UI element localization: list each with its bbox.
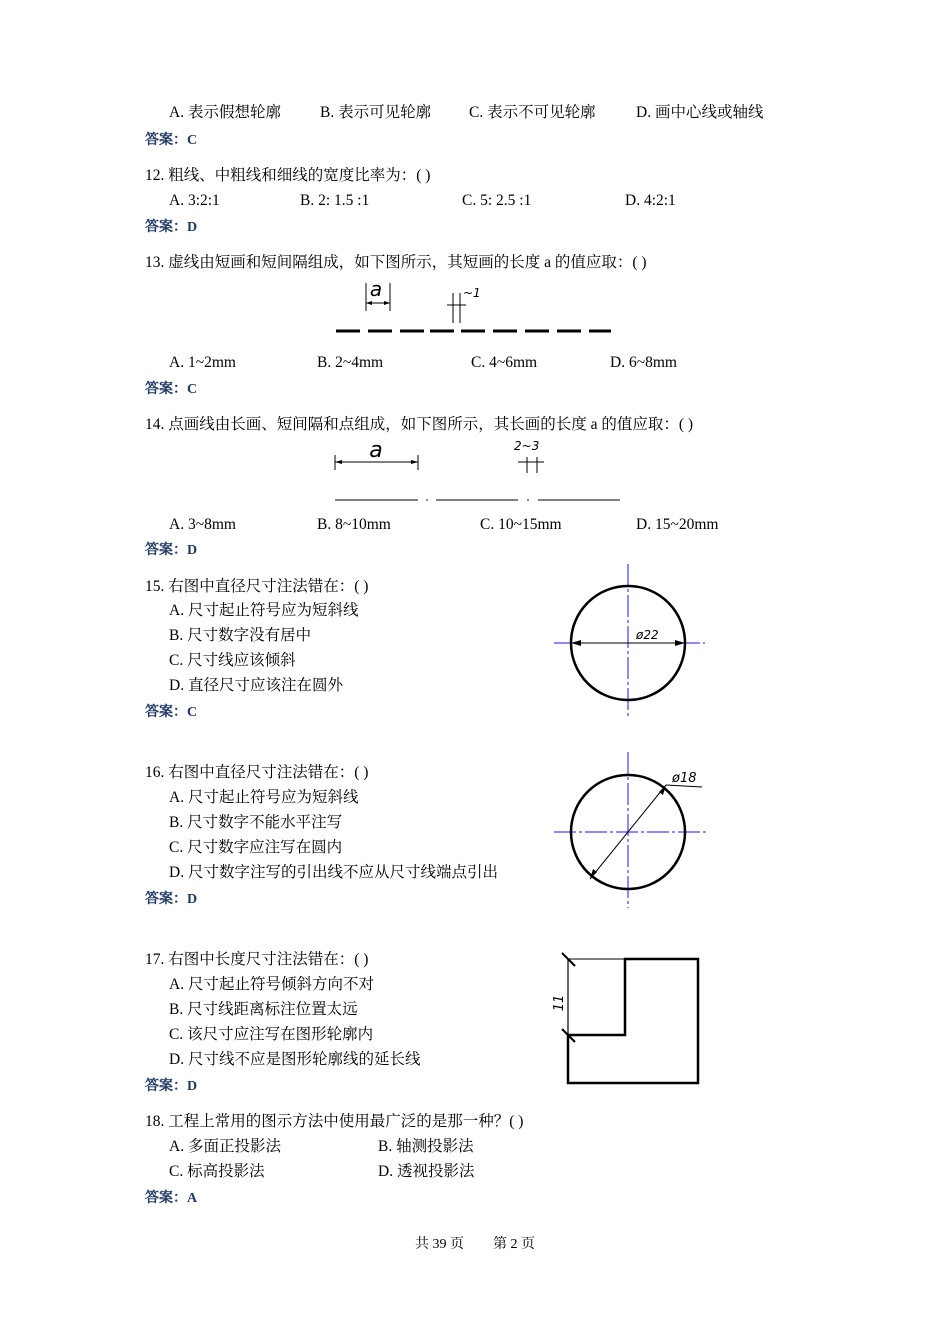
answer-value: D — [187, 892, 198, 907]
q16-option-a: A. 尺寸起止符号应为短斜线 — [169, 789, 359, 806]
dim-label-a: a — [369, 438, 383, 463]
q14-answer — [145, 541, 197, 561]
q11-option-a: A. 表示假想轮廓 — [169, 104, 281, 121]
answer-value: D — [187, 1079, 198, 1094]
q13-option-c: C. 4~6mm — [471, 354, 538, 371]
q16-stem: 16. 右图中直径尺寸注法错在：( ) — [145, 764, 369, 781]
diameter-label: ø22 — [636, 628, 659, 642]
q13-answer — [145, 380, 197, 400]
q15-answer — [145, 703, 197, 723]
circle-diameter-leader-figure — [550, 750, 715, 910]
answer-value: D — [187, 220, 198, 235]
q15-option-a: A. 尺寸起止符号应为短斜线 — [169, 602, 359, 619]
q12-option-a: A. 3:2:1 — [169, 192, 220, 209]
q13-option-d: D. 6~8mm — [610, 354, 677, 371]
answer-label: 答案： — [145, 1079, 187, 1094]
q14-option-b: B. 8~10mm — [317, 516, 391, 533]
q12-answer — [145, 218, 197, 238]
q14-option-a: A. 3~8mm — [169, 516, 236, 533]
answer-value: D — [187, 543, 198, 558]
dim-label-a: a — [369, 277, 383, 301]
q18-option-a: A. 多面正投影法 — [169, 1138, 281, 1155]
q14-stem: 14. 点画线由长画、短间隔和点组成，如下图所示，其长画的长度 a 的值应取：( ) — [145, 416, 694, 433]
answer-value: C — [187, 705, 198, 720]
length-label: 11 — [552, 994, 567, 1012]
current-page: 第 2 页 — [493, 1237, 535, 1252]
q17-option-c: C. 该尺寸应注写在图形轮廓内 — [169, 1026, 374, 1043]
q12-stem: 12. 粗线、中粗线和细线的宽度比率为：( ) — [145, 167, 431, 184]
q16-option-b: B. 尺寸数字不能水平注写 — [169, 814, 343, 831]
dim-label-gap: ~1 — [463, 286, 481, 300]
q18-stem: 18. 工程上常用的图示方法中使用最广泛的是那一种？( ) — [145, 1113, 524, 1130]
q13-stem: 13. 虚线由短画和短间隔组成，如下图所示，其短画的长度 a 的值应取：( ) — [145, 254, 647, 271]
q11-option-b: B. 表示可见轮廓 — [320, 104, 432, 121]
answer-label: 答案： — [145, 543, 187, 558]
q12-option-b: B. 2: 1.5 :1 — [300, 192, 370, 209]
q15-stem: 15. 右图中直径尺寸注法错在：( ) — [145, 578, 369, 595]
q15-option-d: D. 直径尺寸应该注在圆外 — [169, 677, 343, 694]
q18-answer — [145, 1189, 197, 1209]
q12-option-d: D. 4:2:1 — [625, 192, 676, 209]
q11-option-d: D. 画中心线或轴线 — [636, 104, 764, 121]
q17-option-a: A. 尺寸起止符号倾斜方向不对 — [169, 976, 374, 993]
q13-option-a: A. 1~2mm — [169, 354, 236, 371]
q17-answer — [145, 1077, 197, 1097]
answer-label: 答案： — [145, 220, 187, 235]
dim-label-gap: 2~3 — [514, 439, 540, 453]
q17-option-d: D. 尺寸线不应是图形轮廓线的延长线 — [169, 1051, 421, 1068]
q16-option-d: D. 尺寸数字注写的引出线不应从尺寸线端点引出 — [169, 864, 498, 881]
q16-answer — [145, 890, 197, 910]
answer-value: C — [187, 382, 198, 397]
l-shape-dimension-figure — [545, 945, 705, 1085]
q15-option-b: B. 尺寸数字没有居中 — [169, 627, 312, 644]
diameter-label: ø18 — [672, 771, 697, 786]
total-pages: 共 39 页 — [415, 1237, 464, 1252]
answer-label: 答案： — [145, 382, 187, 397]
answer-label: 答案： — [145, 705, 187, 720]
answer-label: 答案： — [145, 133, 187, 148]
answer-label: 答案： — [145, 1191, 187, 1206]
dash-dot-line-figure — [330, 435, 625, 507]
page-footer — [0, 1233, 950, 1253]
q18-option-d: D. 透视投影法 — [378, 1163, 475, 1180]
circle-dimension-figure — [550, 560, 710, 720]
q14-option-c: C. 10~15mm — [480, 516, 562, 533]
answer-value: C — [187, 133, 198, 148]
dashed-line-figure — [330, 275, 620, 340]
q17-stem: 17. 右图中长度尺寸注法错在：( ) — [145, 951, 369, 968]
q17-option-b: B. 尺寸线距离标注位置太远 — [169, 1001, 358, 1018]
q18-option-b: B. 轴测投影法 — [378, 1138, 474, 1155]
q15-option-c: C. 尺寸线应该倾斜 — [169, 652, 296, 669]
q14-option-d: D. 15~20mm — [636, 516, 719, 533]
q18-option-c: C. 标高投影法 — [169, 1163, 265, 1180]
q11-answer — [145, 131, 197, 151]
q16-option-c: C. 尺寸数字应注写在圆内 — [169, 839, 343, 856]
q13-option-b: B. 2~4mm — [317, 354, 384, 371]
q12-option-c: C. 5: 2.5 :1 — [462, 192, 532, 209]
answer-label: 答案： — [145, 892, 187, 907]
answer-value: A — [187, 1191, 198, 1206]
q11-option-c: C. 表示不可见轮廓 — [469, 104, 596, 121]
